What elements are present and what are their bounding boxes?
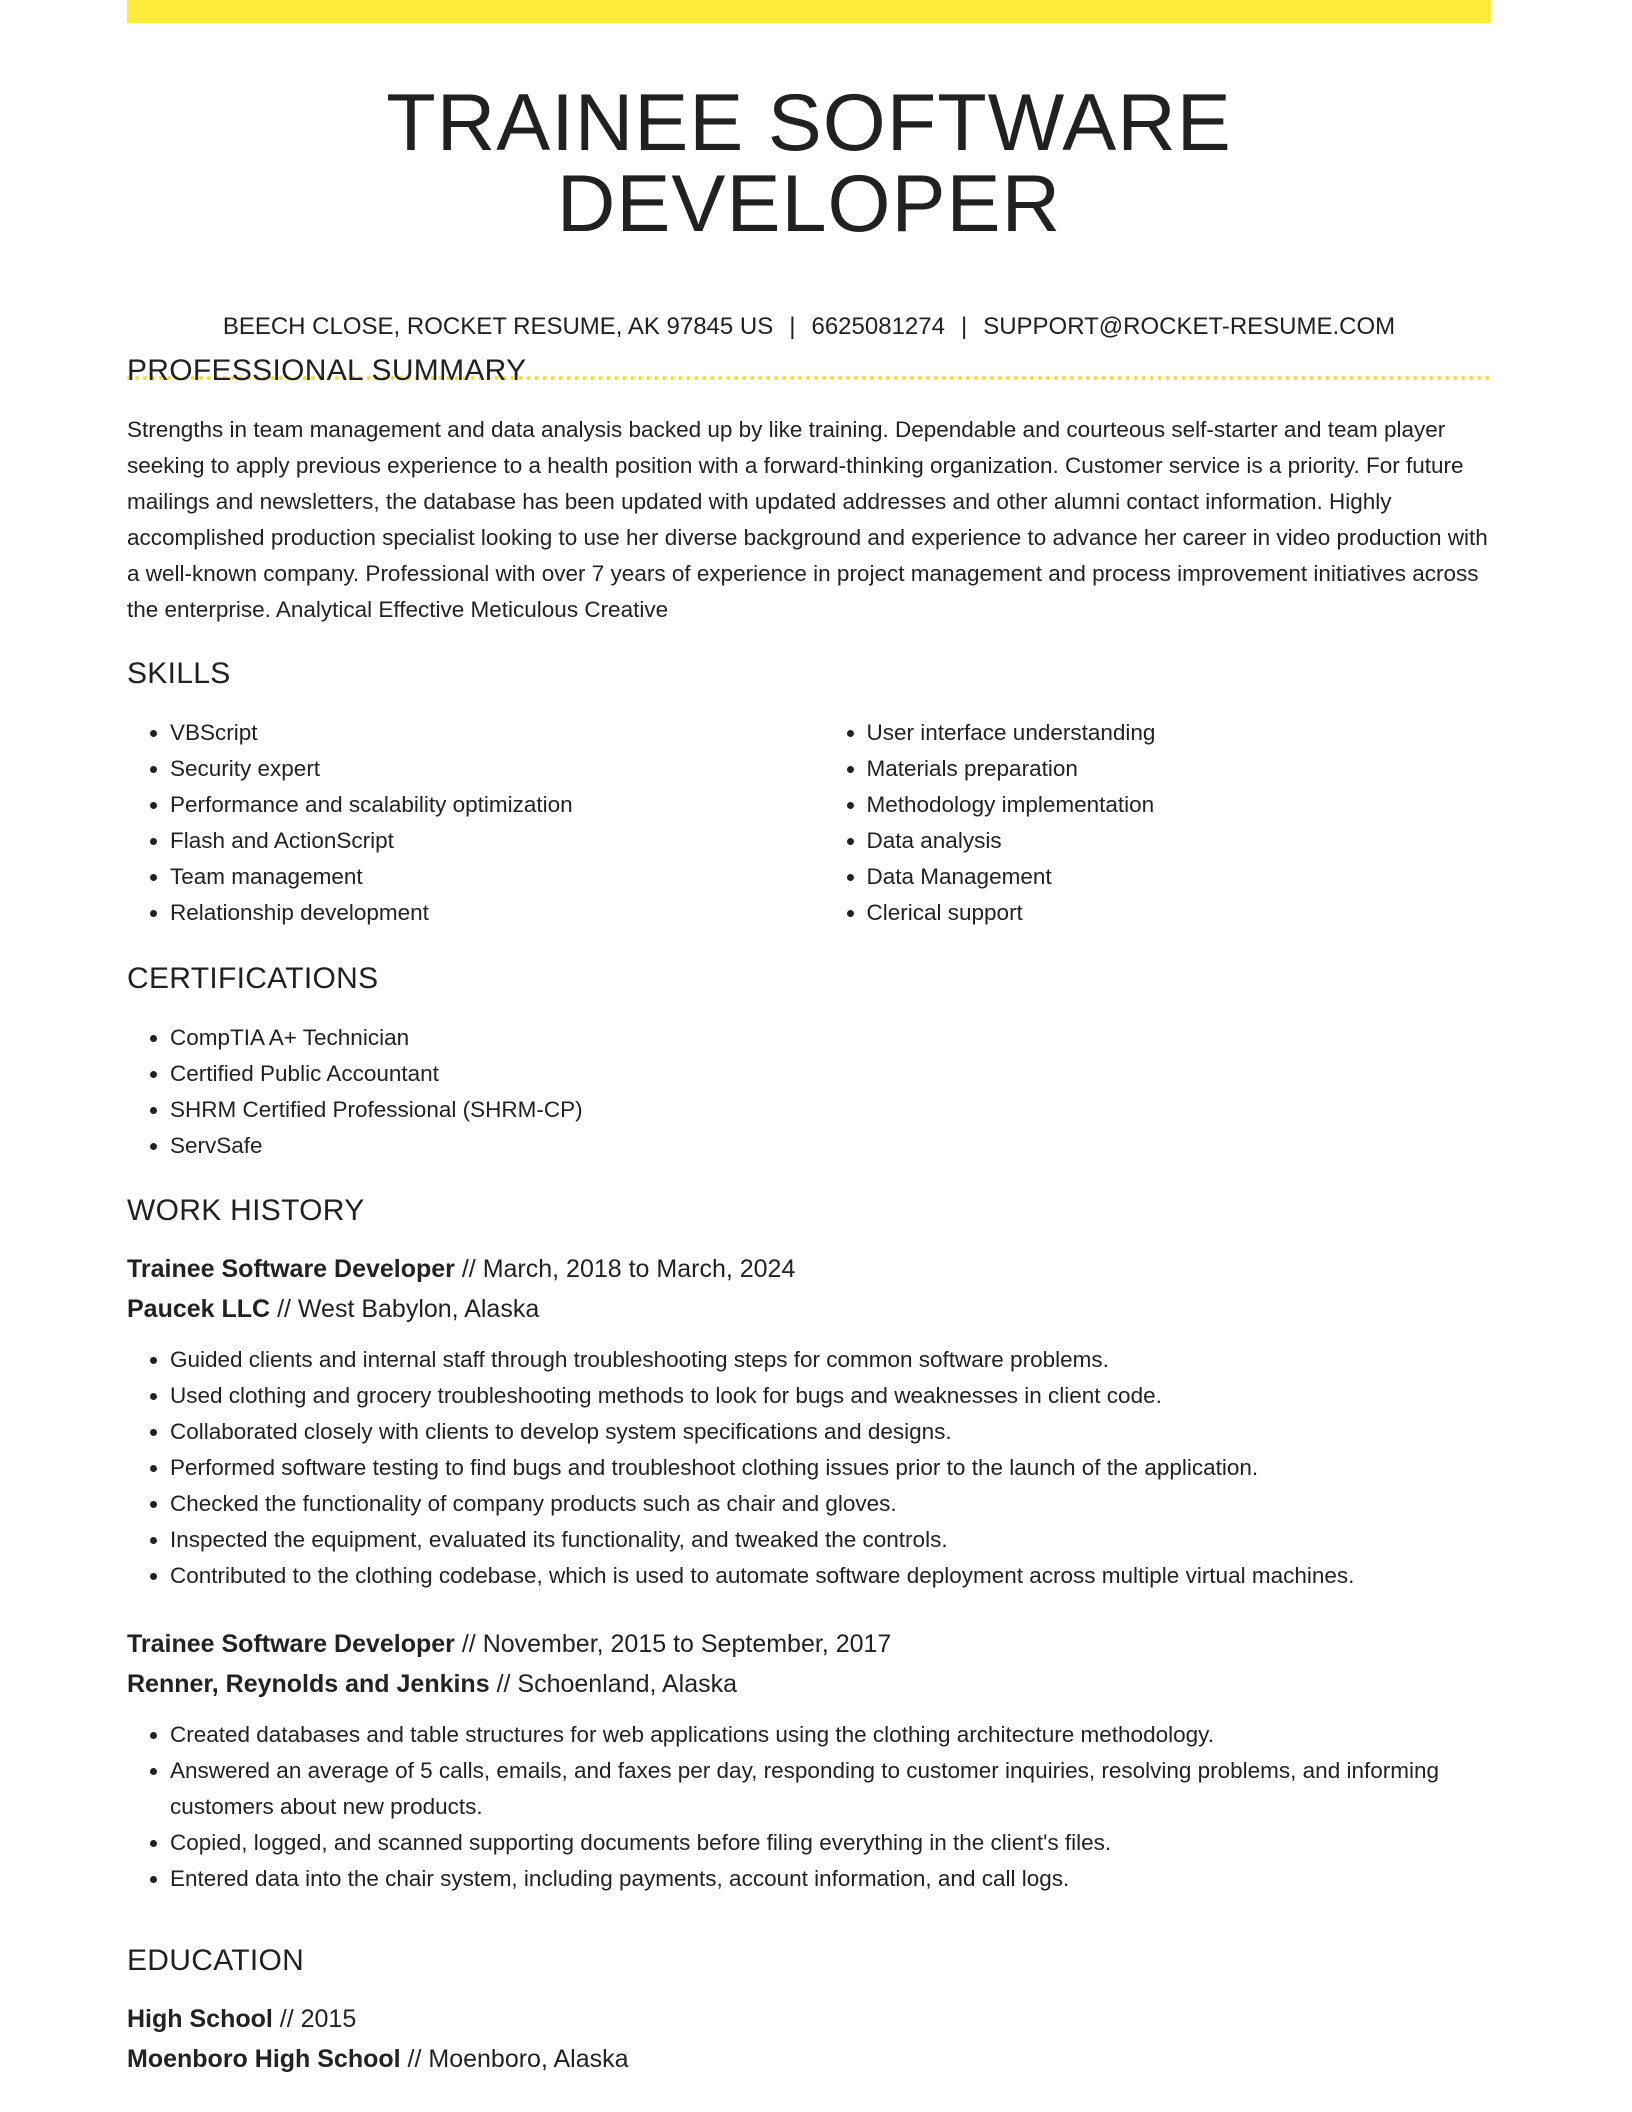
summary-text: Strengths in team management and data analysis backed up by like training. Dependable and courteous self-starter and team player seeking to apply previous experience to a health position with a forward-thinking organization. Customer service is a priority. For future mailings and newsletters, the database has been updated with updated addresses and other alumni contact information. Highly accomplished production specialist looking to use her diverse background and experience to advance her career in video production with a well-known company. Professional with over 7 years of experience in project management and process improvement initiatives across the enterprise. Analytical Effective Meticulous Creative (127, 417, 1488, 622)
list-item: • SHRM Certified Professional (SHRM-CP) (170, 1092, 1491, 1128)
skills-list-left (127, 715, 795, 931)
education-entry (127, 1999, 1491, 2079)
phone: 6625081274 (811, 313, 945, 340)
job-dates: // March, 2018 to March, 2024 (461, 1255, 796, 1283)
job-entry (127, 1249, 1491, 1594)
separator: | (960, 313, 968, 340)
list-item: • Performance and scalability optimization (170, 787, 795, 823)
list-item: • Entered data into the chair system, including payments, account information, and call logs. (170, 1861, 1491, 1897)
job-dates: // November, 2015 to September, 2017 (461, 1630, 892, 1658)
list-item: • Answered an average of 5 calls, emails, and faxes per day, responding to customer inquiries, resolving problems, and informing customers about new products. (170, 1753, 1491, 1825)
work-history-section (127, 1196, 1491, 1897)
job-company: Paucek LLC (127, 1295, 271, 1323)
summary-heading: PROFESSIONAL SUMMARY (127, 354, 527, 387)
list-item: • CompTIA A+ Technician (170, 1020, 1491, 1056)
skills-list-right (824, 715, 1492, 931)
certifications-heading: CERTIFICATIONS (127, 962, 379, 995)
degree-line (127, 1999, 1491, 2039)
summary-section (127, 356, 1491, 628)
list-item: • Relationship development (170, 895, 795, 931)
list-item: • Copied, logged, and scanned supporting documents before filing everything in the client's files. (170, 1825, 1491, 1861)
education-section (127, 1946, 1491, 2079)
list-item: • Materials preparation (867, 751, 1492, 787)
degree: High School (127, 2005, 273, 2033)
list-item: • Checked the functionality of company products such as chair and gloves. (170, 1486, 1491, 1522)
list-item: • User interface understanding (867, 715, 1492, 751)
skills-heading: SKILLS (127, 657, 231, 690)
job-company-line (127, 1664, 1491, 1704)
list-item: • Created databases and table structures for web applications using the clothing architecture methodology. (170, 1717, 1491, 1753)
list-item: • Used clothing and grocery troubleshooting methods to look for bugs and weaknesses in client code. (170, 1378, 1491, 1414)
job-bullets (127, 1717, 1491, 1897)
list-item: • Methodology implementation (867, 787, 1492, 823)
list-item: • Data analysis (867, 823, 1492, 859)
education-heading: EDUCATION (127, 1944, 305, 1977)
graduation-year: // 2015 (279, 2005, 357, 2033)
list-item: • VBScript (170, 715, 795, 751)
candidate-title: TRAINEE SOFTWARE DEVELOPER (386, 78, 1232, 249)
job-title: Trainee Software Developer (127, 1630, 455, 1658)
school-name: Moenboro High School (127, 2045, 401, 2073)
skills-section (127, 659, 1491, 931)
list-item: • Clerical support (867, 895, 1492, 931)
separator: | (789, 313, 796, 340)
job-entry (127, 1624, 1491, 1897)
job-title-line (127, 1624, 1491, 1664)
job-location: // Schoenland, Alaska (496, 1670, 738, 1698)
list-item: • Certified Public Accountant (170, 1056, 1491, 1092)
job-company: Renner, Reynolds and Jenkins (127, 1670, 490, 1698)
list-item: • Collaborated closely with clients to develop system specifications and designs. (170, 1414, 1491, 1450)
resume-page (127, 0, 1491, 2073)
contact-line (127, 315, 1491, 339)
list-item: • Team management (170, 859, 795, 895)
list-item: • ServSafe (170, 1128, 1491, 1164)
job-company-line (127, 1289, 1491, 1329)
list-item: • Contributed to the clothing codebase, which is used to automate software deployment across multiple virtual machines. (170, 1558, 1491, 1594)
certifications-list (127, 1020, 1491, 1164)
job-title-line (127, 1249, 1491, 1289)
email: SUPPORT@ROCKET-RESUME.COM (983, 313, 1396, 340)
list-item: • Flash and ActionScript (170, 823, 795, 859)
list-item: • Performed software testing to find bugs and troubleshoot clothing issues prior to the launch of the application. (170, 1450, 1491, 1486)
list-item: • Guided clients and internal staff through troubleshooting steps for common software problems. (170, 1342, 1491, 1378)
school-location: // Moenboro, Alaska (407, 2045, 629, 2073)
job-title: Trainee Software Developer (127, 1255, 455, 1283)
certifications-section (127, 964, 1491, 1164)
list-item: • Data Management (867, 859, 1492, 895)
address: BEECH CLOSE, ROCKET RESUME, AK 97845 US (222, 313, 774, 340)
school-line (127, 2039, 1491, 2079)
work-history-heading: WORK HISTORY (127, 1194, 365, 1227)
job-bullets (127, 1342, 1491, 1594)
list-item: • Inspected the equipment, evaluated its functionality, and tweaked the controls. (170, 1522, 1491, 1558)
job-location: // West Babylon, Alaska (277, 1295, 540, 1323)
accent-bar (127, 0, 1491, 23)
skills-columns (127, 715, 1491, 931)
list-item: • Security expert (170, 751, 795, 787)
